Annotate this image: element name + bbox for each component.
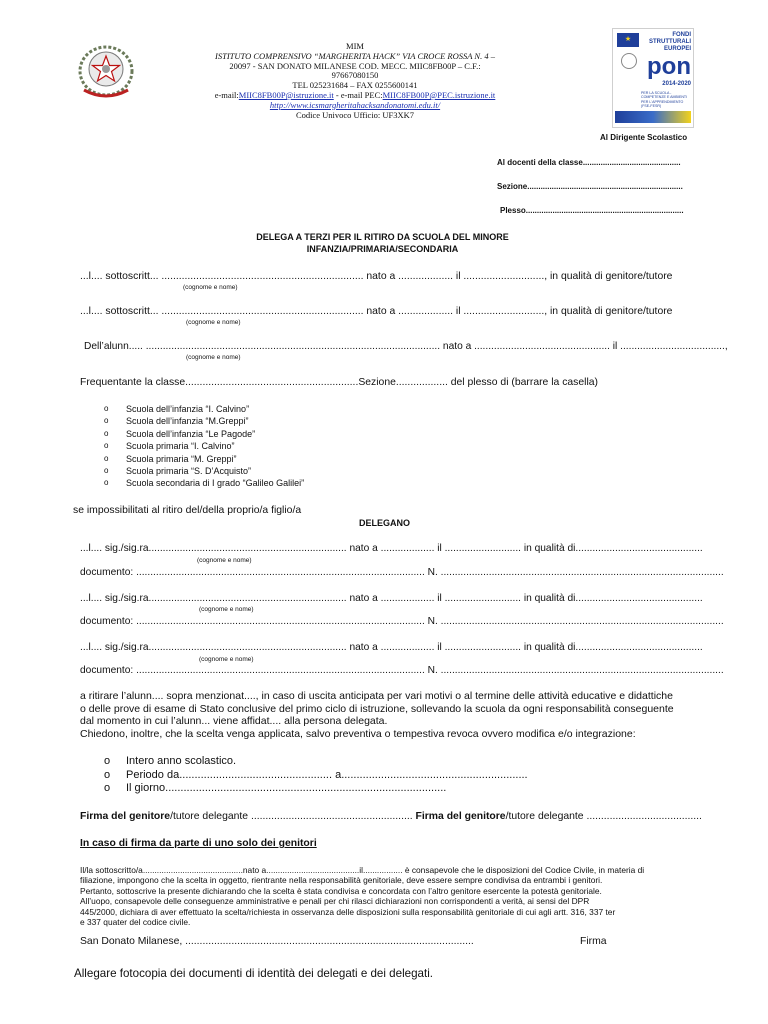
- pon-ribbon: [615, 111, 691, 123]
- period-option-2[interactable]: o Il giorno............................................................................................: [104, 782, 447, 794]
- header-office-code: Codice Univoco Ufficio: UF3XK7: [295, 109, 415, 120]
- pec-link[interactable]: MIIC8FB00P@PEC.istruzione.it: [382, 89, 496, 100]
- checkbox-circle-icon[interactable]: o: [104, 478, 109, 488]
- addressee-dirigente: Al Dirigente Scolastico: [600, 133, 688, 142]
- pon-fondi: FONDI: [672, 32, 691, 38]
- pon-europei: EUROPEI: [663, 46, 691, 52]
- parent-line-2[interactable]: ...l.... sottoscritt... ...................................................................... nato a ................... il ............................, in qualità di genitore/tutore: [80, 306, 673, 317]
- checkbox-circle-icon[interactable]: o: [104, 416, 109, 426]
- checkbox-circle-icon[interactable]: o: [104, 404, 109, 413]
- school-option-1[interactable]: o Scuola dell’infanzia “M.Greppi”: [104, 416, 249, 427]
- checkbox-circle-icon[interactable]: o: [104, 428, 109, 438]
- delegate-1-note: (cognome e nome): [197, 557, 252, 564]
- delegate-2-note: (cognome e nome): [199, 606, 254, 613]
- firma-label: Firma: [580, 936, 607, 947]
- checkbox-circle-icon[interactable]: o: [104, 755, 111, 767]
- school-header: [180, 42, 530, 120]
- pon-caption: PER LA SCUOLA - COMPETENZE E AMBIENTI PER L'APPRENDIMENTO (FSE-FESR): [641, 91, 688, 109]
- delegate-1-line[interactable]: ...l.... sig./sig.ra...................................................................... nato a ................... il ........................... in qualità di.............................................: [80, 543, 703, 554]
- delegate-3-document[interactable]: documento: ...................................................................................................... N. ....................................................................................................: [80, 665, 724, 676]
- delegate-2-line[interactable]: ...l.... sig./sig.ra...................................................................... nato a ................... il ........................... in qualità di.............................................: [80, 593, 703, 604]
- school-list: [104, 403, 304, 490]
- school-option-3[interactable]: o Scuola primaria “I. Calvino”: [104, 441, 235, 452]
- authorization-paragraph: a ritirare l’alunn.... sopra menzionat...., in caso di uscita anticipata per vari motivi o al termine delle attività educative e didattiche o delle prove di esame di Stato conclusive del primo ciclo di istruzione, sollevando la scuola da ogni responsabilità conseguente dal momento in cui l’alunn... viene affidat.... alla persona delegata. Chiedono, inoltre, che la scelta venga applicata, salvo preventiva o tempestiva revoca ovvero modifica e/o integrazione:: [80, 690, 674, 740]
- italy-emblem-icon: [621, 53, 637, 69]
- pon-wordmark: pon: [647, 53, 691, 80]
- website-link[interactable]: http://www.icsmargheritahacksandonatomi.edu.it/: [269, 99, 441, 110]
- addressee-plesso: Plesso.......................................................................: [500, 206, 684, 215]
- footer-note: Allegare fotocopia dei documenti di identità dei delegati e dei delegati.: [74, 967, 434, 980]
- header-school-name: ISTITUTO COMPRENSIVO “MARGHERITA HACK” VIA CROCE ROSSA N. 4 –: [215, 50, 495, 61]
- class-line[interactable]: Frequentante la classe............................................................Sezione.................. del plesso di (barrare la casella): [80, 377, 599, 388]
- single-sign-title: In caso di firma da parte di uno solo dei genitori: [80, 838, 317, 849]
- delegate-3-note: (cognome e nome): [199, 656, 254, 663]
- header-emails: e-mail:MIIC8FB00P@istruzione.it - e-mail PEC:MIIC8FB00P@PEC.istruzione.it: [214, 89, 496, 100]
- eu-flag-icon: ★: [617, 33, 639, 47]
- checkbox-circle-icon[interactable]: o: [104, 453, 109, 463]
- signature-line[interactable]: Firma del genitore/tutore delegante ........................................................ Firma del genitore/tutore delegante ........................................: [80, 811, 702, 822]
- checkbox-circle-icon[interactable]: o: [104, 466, 109, 476]
- addressee-docenti: Al docenti della classe............................................: [497, 158, 681, 167]
- delegate-1-document[interactable]: documento: ...................................................................................................... N. ....................................................................................................: [80, 567, 724, 578]
- form-title: [200, 231, 565, 255]
- student-line[interactable]: Dell’alunn..... ........................................................................................................ nato a ................................................ il .....................................,: [84, 341, 728, 352]
- delegano-heading: DELEGANO: [359, 518, 411, 528]
- checkbox-circle-icon[interactable]: o: [104, 441, 109, 451]
- addressee-sezione: Sezione......................................................................: [497, 182, 683, 191]
- checkbox-circle-icon[interactable]: o: [104, 782, 111, 794]
- header-tax-code: 97667080150: [331, 70, 379, 81]
- pon-logo: [612, 28, 694, 128]
- place-date-line[interactable]: San Donato Milanese, ....................................................................................................: [80, 936, 474, 947]
- form-title-line2: INFANZIA/PRIMARIA/SECONDARIA: [306, 244, 459, 254]
- pon-years: 2014-2020: [662, 81, 691, 87]
- email-link[interactable]: MIIC8FB00P@istruzione.it: [238, 89, 334, 100]
- single-sign-declaration: Il/la sottoscritto/a...........................................nato a........................................il................. è consapevole che le disposizioni del Codice Civile, in materia di filiazione, impongono che la scelta in oggetto, rientrante nella responsabilità genitoriale, deve essere sempre condivisa da entrambi i genitori. Pertanto, sottoscrive la presente dichiarando che la scelta è stata condivisa e concordata con l’altro genitore esercente la potestà genitoriale. All’uopo, consapevole delle conseguenze amministrative e penali per chi rilasci dichiarazioni non corrispondenti a verità, ai sensi del DPR 445/2000, dichiara di aver effettuato la scelta/richiesta in osservanza delle disposizioni sulla responsabilità genitoriale di cui agli artt. 316, 337 ter e 337 quater del codice civile.: [80, 865, 645, 928]
- header-ministry: MIM: [346, 41, 364, 51]
- parent-line-1[interactable]: ...l.... sottoscritt... ...................................................................... nato a ................... il ............................, in qualità di genitore/tutore: [80, 271, 673, 282]
- republic-emblem: [70, 40, 142, 102]
- student-note: (cognome e nome): [186, 354, 241, 361]
- school-option-6[interactable]: o Scuola secondaria di I grado “Galileo Galilei”: [104, 478, 305, 489]
- parent-2-note: (cognome e nome): [186, 319, 241, 326]
- school-option-4[interactable]: o Scuola primaria “M. Greppi”: [104, 453, 237, 464]
- delegate-2-document[interactable]: documento: ...................................................................................................... N. ....................................................................................................: [80, 616, 724, 627]
- school-option-5[interactable]: o Scuola primaria “S. D’Acquisto”: [104, 466, 252, 477]
- school-option-0[interactable]: o Scuola dell’infanzia “I. Calvino”: [104, 404, 250, 414]
- period-options: [104, 755, 528, 796]
- form-title-line1: DELEGA A TERZI PER IL RITIRO DA SCUOLA DEL MINORE: [256, 232, 509, 242]
- checkbox-circle-icon[interactable]: o: [104, 768, 111, 781]
- pon-strutturali: STRUTTURALI: [649, 39, 691, 45]
- parent-1-note: (cognome e nome): [183, 284, 238, 291]
- period-option-0[interactable]: o Intero anno scolastico.: [104, 755, 237, 767]
- school-option-2[interactable]: o Scuola dell’infanzia “Le Pagode”: [104, 428, 256, 439]
- impossibilitati-text: se impossibilitati al ritiro del/della proprio/a figlio/a: [73, 505, 302, 516]
- period-option-1[interactable]: o Periodo da.................................................. a.............................................................: [104, 768, 528, 781]
- header-address: 20097 - SAN DONATO MILANESE COD. MECC. MIIC8FB00P – C.F.:: [229, 60, 481, 71]
- header-phone: TEL 025231684 – FAX 0255600141: [292, 80, 418, 91]
- delegate-3-line[interactable]: ...l.... sig./sig.ra...................................................................... nato a ................... il ........................... in qualità di.............................................: [80, 642, 703, 653]
